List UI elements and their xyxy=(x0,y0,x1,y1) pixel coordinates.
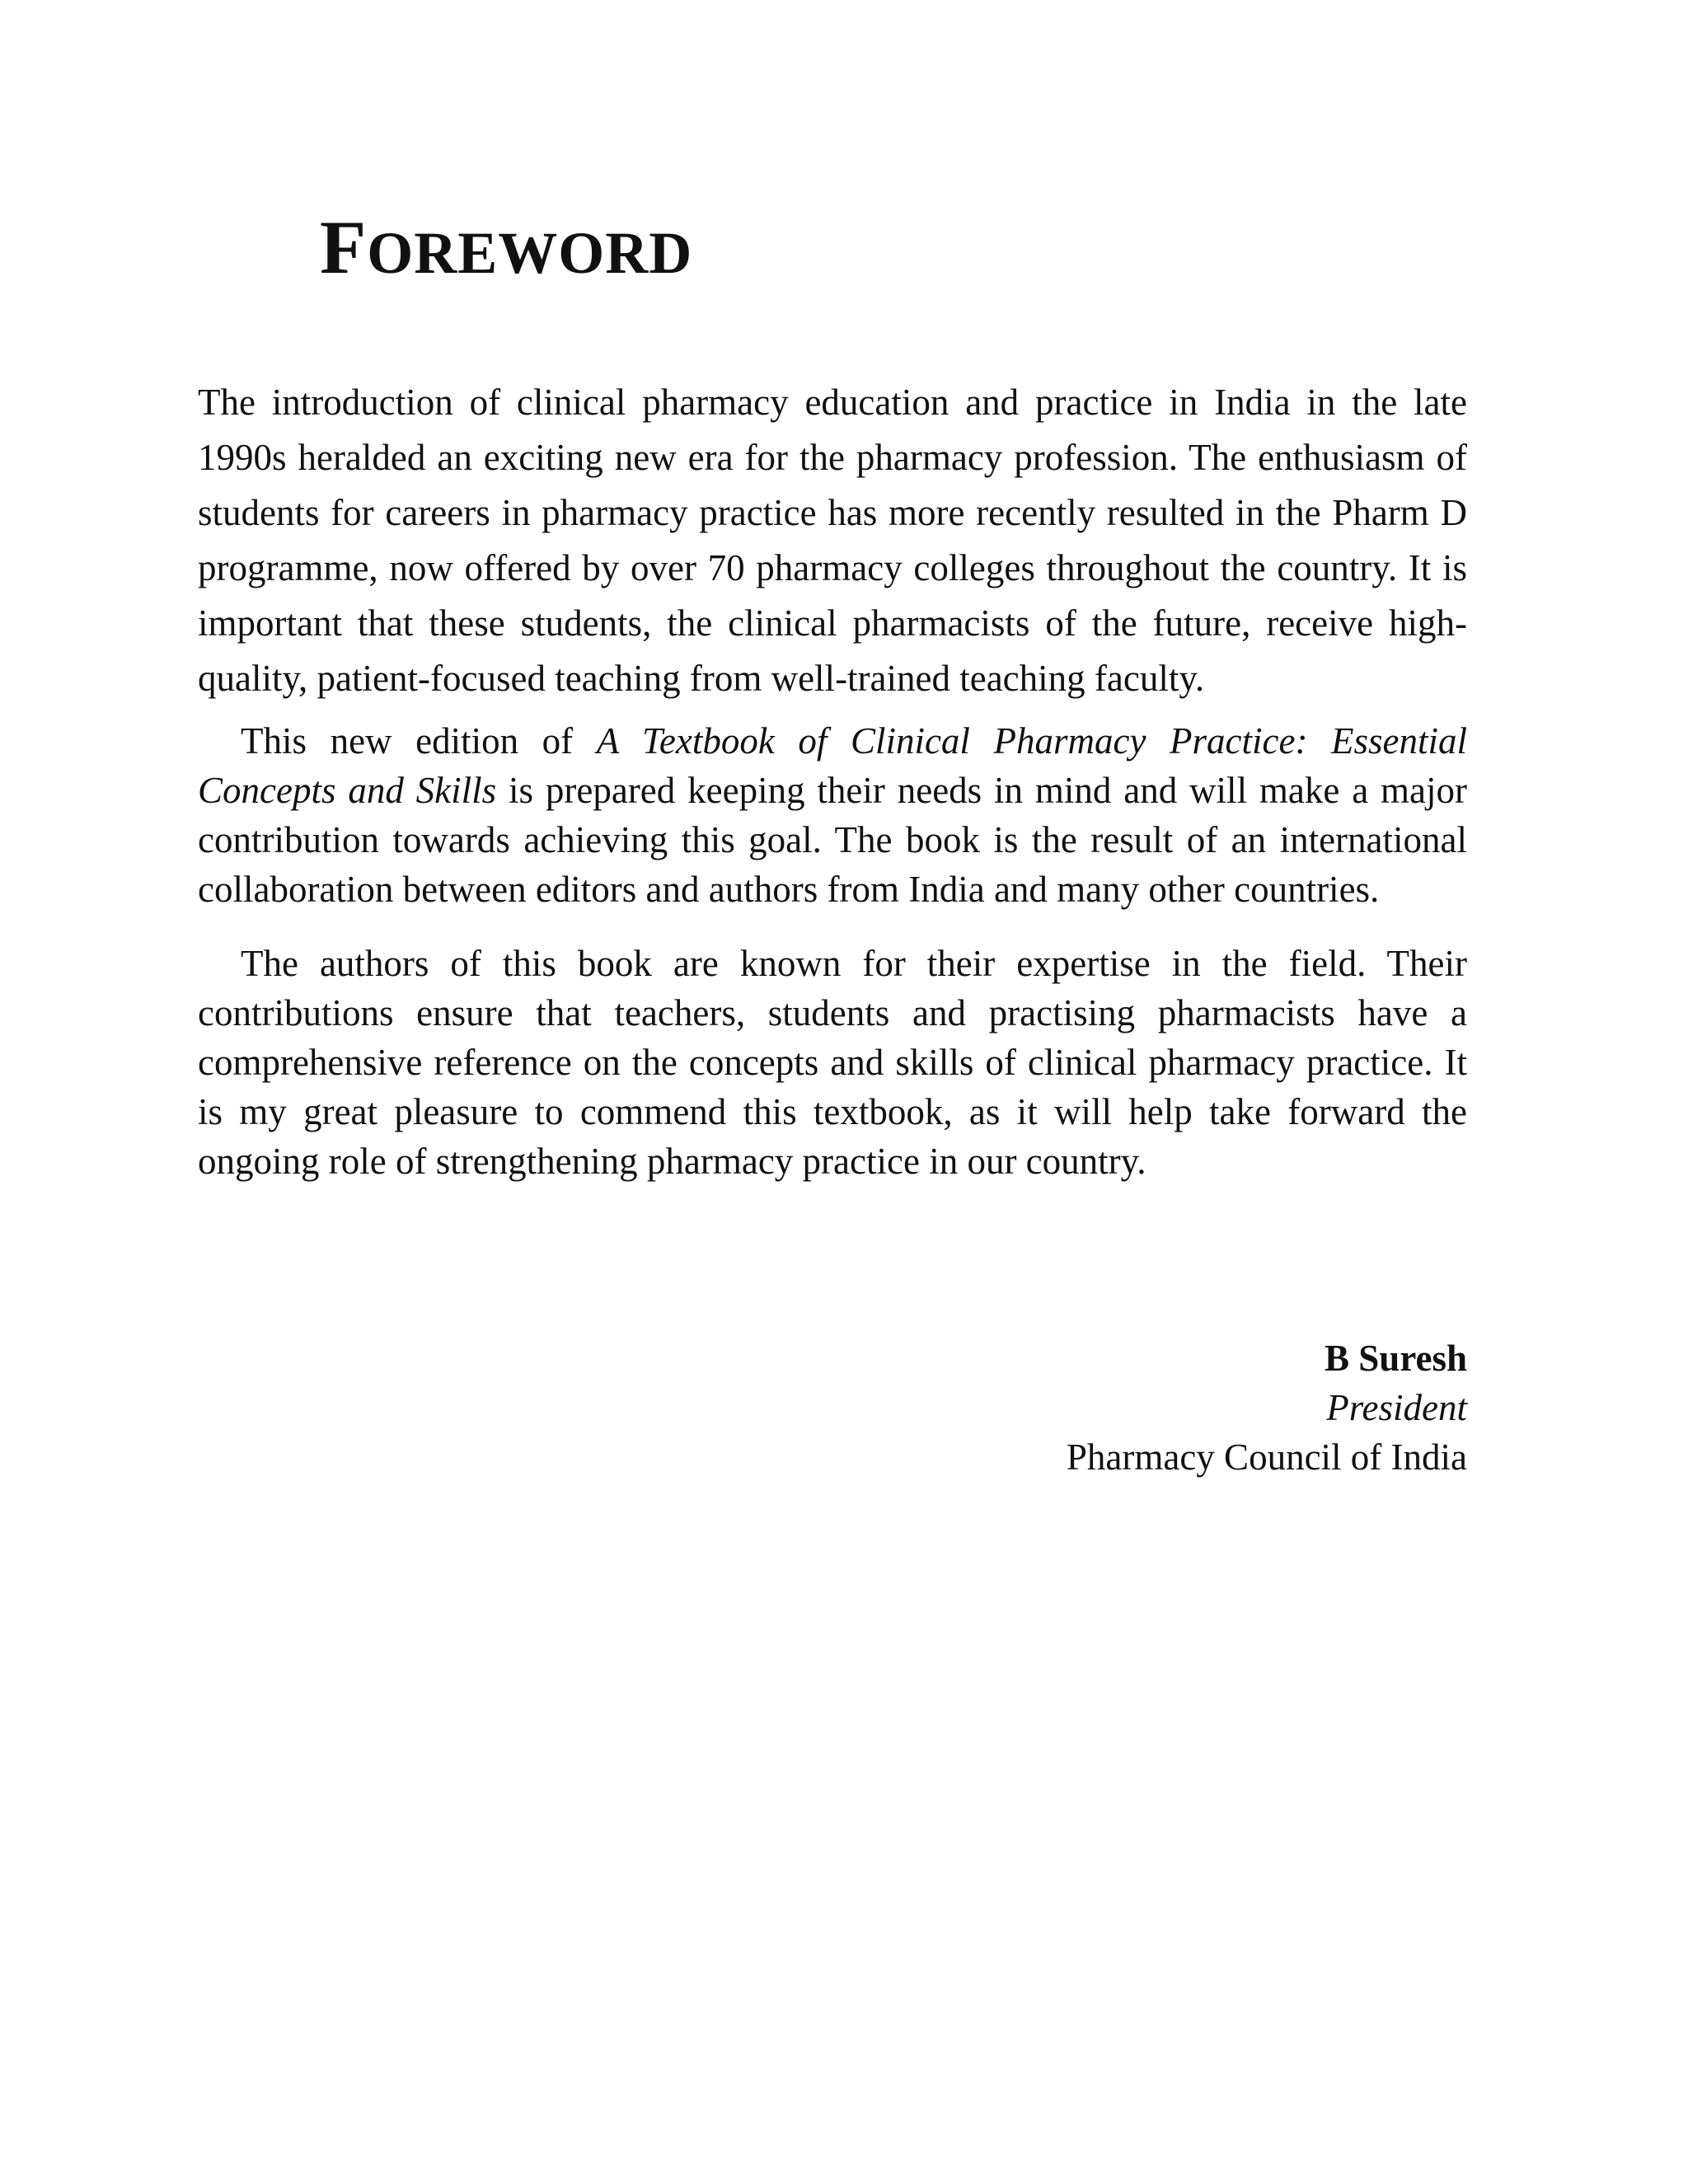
signatory-name: B Suresh xyxy=(1325,1338,1467,1379)
signatory-organization: Pharmacy Council of India xyxy=(1066,1436,1467,1478)
title-initial: F xyxy=(320,205,368,289)
paragraph-authors: The authors of this book are known for their expertise in the field. Their contributions ensure that teachers, students and practising pharmacists have a comprehensive reference on the concepts and skills of clinical pharmacy practice. It is my great pleasure to commend this textbook, as it will help take forward the ongoing role of strengthening pharmacy practice in our country. xyxy=(198,943,1467,1182)
paragraph-tail: is prepared keeping their needs in mind and will make a major contribution towards achieving this goal. The book is the result of an international collaboration between editors and authors from India and many other countries. xyxy=(198,770,1467,910)
signatory-role: President xyxy=(1326,1387,1467,1428)
paragraph-lead: This new edition of xyxy=(241,720,597,762)
foreword-body xyxy=(198,375,1467,1186)
book-title: A Textbook of Clinical Pharmacy Practice: Essential Concepts and Skills xyxy=(198,720,1467,811)
title-rest: OREWORD xyxy=(367,220,693,286)
paragraph-intro: The introduction of clinical pharmacy education and practice in India in the late 1990s heralded an exciting new era for the pharmacy profession. The enthusiasm of students for careers in pharmacy practice has more recently resulted in the Pharm D programme, now offered by over 70 pharmacy colleges throughout the country. It is important that these students, the clinical pharmacists of the future, receive high-quality, patient-focused teaching from well-trained teaching faculty. xyxy=(198,382,1467,699)
signature-block xyxy=(973,1333,1467,1482)
paragraph-new-edition xyxy=(198,716,1467,914)
page-title xyxy=(320,206,692,294)
